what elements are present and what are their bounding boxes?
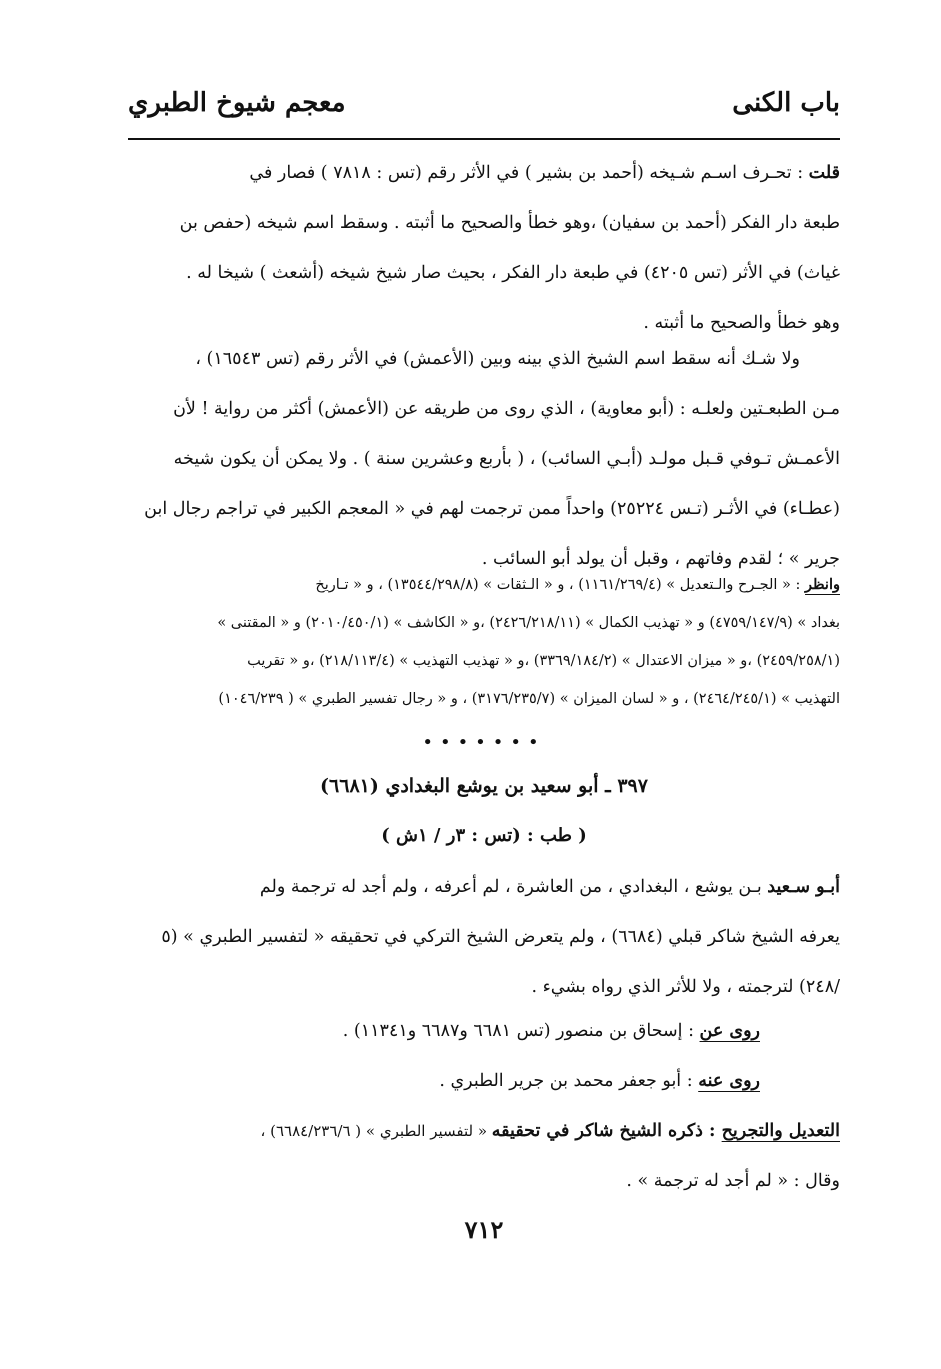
unzur-keyword: وانظر [805, 576, 840, 593]
riwa-anhu-label: روى عنه [698, 1071, 760, 1091]
entry-name: أبـو سـعيد [767, 877, 840, 897]
text-line: غياث) في الأثر (تس ٤٢٠٥) في طبعة دار الفكر ، بحيث صار شيخ شيخه (أشعث ) شيخا له . [186, 263, 840, 283]
jarh-label: التعديل والتجريح [721, 1121, 840, 1141]
text-line: /٢٤٨) لترجمته ، ولا للأثر الذي رواه بشيء . [531, 977, 840, 997]
text-line: التعديل والتجريح : ذكره الشيخ شاكر في تحقيقه « لتفسير الطبري » ( ٦٦٨٤/٢٣٦/٦) ، [260, 1121, 840, 1141]
entry-subtitle: ( طب : (تس : ٣ر / ١ش ) [381, 825, 587, 846]
riwa-an-label: روى عن [699, 1021, 760, 1041]
text-line: طبعة دار الفكر (أحمد بن سفيان) ،وهو خطأ والصحيح ما أثبته . وسقط اسم شيخه (حفص بن [179, 213, 840, 233]
text-line: أبـو سـعيد بـن يوشع ، البغدادي ، من العاشرة ، لم أعرفه ، ولم أجد له ترجمة ولم [259, 877, 840, 897]
text-line: (٢٤٥٩/٢٥٨/١) ،و « ميزان الاعتدال » (٣٣٦٩/١٨٤/٢) ،و « تهذيب التهذيب » (٢١٨/١١٣/٤) ،و « تقريب [247, 653, 840, 669]
text-line: ولا شـك أنه سقط اسم الشيخ الذي بينه وبين (الأعمش) في الأثر رقم (تس ١٦٥٤٣) ، [195, 349, 800, 369]
text-line: قلت : تحـرف اسـم شـيخه (أحمد بن بشير ) في الأثر رقم (تس : ٧٨١٨ ) فصار في [249, 163, 840, 183]
chapter-title: باب الكنى [732, 88, 840, 118]
text-line: وانظر : « الجـرح والـتعديل » (١١٦١/٢٦٩/٤) ، و « الـثقات » (١٣٥٤٤/٢٩٨/٨) ، و « تـاريخ [315, 576, 840, 593]
text-line: الأعمـش تـوفي قـبل مولـد (أبـي السائب) ، ( بأربع وعشرين سنة ) . ولا يمكن أن يكون شيخه [173, 449, 840, 469]
section-separator: ••••••• [422, 732, 546, 753]
text-line: جرير » ؛ لقدم وفاتهم ، وقبل أن يولد أبو السائب . [481, 549, 840, 569]
text-line: التهذيب » (٢٤٦٤/٢٤٥/١) ، و « لسان الميزان » (٣١٧٦/٢٣٥/٧) ، و « رجال تفسير الطبري » ( ١٠٤٦/٢٣٩) [218, 691, 840, 707]
paragraph-discussion [128, 334, 840, 584]
text-line: روى عن : إسحاق بن منصور (تس ٦٦٨١ و٦٦٨٧ و١١٣٤١) . [342, 1021, 760, 1041]
references-block [128, 566, 840, 718]
text-line: مـن الطبعـتين ولعلـه : (أبو معاوية) ، الذي روى من طريقه عن (الأعمش) أكثر من رواية ! لأن [173, 399, 840, 419]
text-line: وهو خطأ والصحيح ما أثبته . [643, 313, 840, 333]
running-header [128, 88, 840, 132]
text-line: (عطـاء) في الأثـر (تـس ٢٥٢٢٤) واحداً ممن ترجمت لهم في « المعجم الكبير في تراجم رجال ابن [144, 499, 840, 519]
narrators-block [128, 1006, 840, 1206]
page-number: ٧١٢ [464, 1215, 504, 1244]
entry-title: ٣٩٧ ـ أبو سعيد بن يوشع البغدادي (٦٦٨١) [320, 775, 648, 797]
text-line: روى عنه : أبو جعفر محمد بن جرير الطبري . [439, 1071, 760, 1091]
entry-body [128, 862, 840, 1012]
text-line: يعرفه الشيخ شاكر قبلي (٦٦٨٤) ، ولم يتعرض الشيخ التركي في تحقيقه « لتفسير الطبري » (٥ [161, 927, 840, 947]
qultu-keyword: قلت [808, 163, 840, 183]
text-line: وقال : « لم أجد له ترجمة » . [626, 1171, 840, 1191]
header-rule [128, 138, 840, 140]
book-title: معجم شيوخ الطبري [128, 88, 346, 118]
paragraph-correction [128, 148, 840, 348]
text-line: بغداد » (٤٧٥٩/١٤٧/٩) و « تهذيب الكمال » (٢٤٢٦/٢١٨/١١) ،و « الكاشف » (٢٠١٠/٤٥٠/١) و « المقتنى » [217, 615, 840, 631]
